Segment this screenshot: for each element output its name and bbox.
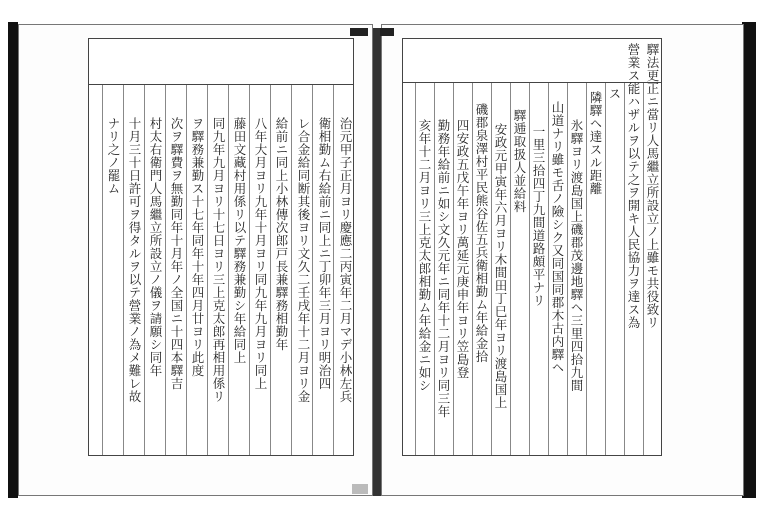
column-rule (453, 83, 454, 455)
column-rule (529, 83, 530, 455)
right-column-11: 四安政五戊午年ヨリ萬延元庚申年ヨリ笠島登 (455, 119, 470, 379)
column-rule (567, 83, 568, 455)
left-column-11: 十月三十日許可ヲ得タルヲ以テ營業ノ為メ難レ故 (127, 117, 142, 403)
column-rule (333, 85, 334, 455)
left-page-tab-bottom (352, 484, 368, 494)
left-column-5: 八年大月ヨリ九年十月ヨリ同九年九月ヨリ同上 (253, 117, 268, 390)
right-column-8: 驛逓取扱人並給料 (512, 109, 527, 213)
column-rule (312, 85, 313, 455)
left-column-2: 衛相勤ム右給前ニ同上ニ丁卯年三月ヨリ明治四 (317, 117, 332, 390)
column-rule (291, 85, 292, 455)
column-rule (249, 85, 250, 455)
right-sheet-top-band (402, 38, 662, 83)
column-rule (491, 83, 492, 455)
right-column-9: 安政元甲寅年六月ヨリ木間田丁巳年ヨリ渡島国上 (493, 123, 508, 409)
left-column-8: ヲ驛務兼勤ス十七年同年十年四月廿ヨリ此度 (190, 117, 205, 377)
right-column-2: 營業ス能ハザルヲ以テ之ヲ開キ人民協力ヲ達ス為 (626, 43, 641, 329)
column-rule (510, 83, 511, 455)
left-column-7: 同九年九月ヨリ十七日ヨリ三上克太郎再相用係リ (211, 117, 226, 403)
left-column-3: レ合金給同断其後ヨリ文久二壬戌年十二月ヨリ金 (296, 117, 311, 403)
left-book-edge (8, 22, 18, 498)
left-column-12: ナリ之ノ罷ム (106, 117, 121, 195)
left-column-4: 給前ニ同上小林傳次郎戸長兼驛務相勤年 (274, 117, 289, 351)
column-rule (415, 83, 416, 455)
column-rule (228, 85, 229, 455)
column-rule (270, 85, 271, 455)
column-rule (207, 85, 208, 455)
right-column-6: 山道ナリ雖モ舌ノ險シク又同国同郡木古内驛ヘ (550, 101, 565, 374)
right-book-edge (742, 22, 756, 498)
column-rule (643, 83, 644, 455)
right-column-1: 驛法更正ニ當リ人馬繼立所設立ノ上雖モ共役致リ (645, 43, 660, 329)
column-rule (434, 83, 435, 455)
left-column-10: 村太右衛門人馬繼立所設立ノ儀ヲ請願シ同年 (148, 117, 163, 377)
column-rule (548, 83, 549, 455)
left-page-tab-top (350, 28, 368, 36)
right-column-4: 隣驛ヘ達スル距離 (588, 91, 603, 195)
right-column-7: 一里三拾四丁九間道路頗平ナリ (531, 125, 546, 307)
left-sheet-frame (88, 84, 354, 456)
column-rule (123, 85, 124, 455)
column-rule (624, 83, 625, 455)
left-column-9: 次ヲ驛費ヲ無勤同年十月年ノ全国ニ十四本驛吉 (169, 117, 184, 390)
right-column-10: 磯郡泉澤村平民熊谷佐五兵衛相勤ム年給金拾 (474, 103, 489, 363)
left-sheet-top-band (88, 38, 354, 85)
right-sheet-frame (402, 43, 662, 456)
column-rule (605, 83, 606, 455)
right-page-tab-top (380, 28, 394, 36)
column-rule (586, 83, 587, 455)
right-column-5: 氷驛ヨリ渡島国上磯郡茂邊地驛ヘ三里四拾九間 (569, 119, 584, 392)
column-rule (472, 83, 473, 455)
right-column-3: ス (607, 87, 622, 100)
right-column-13: 亥年十二月ヨリ三上克太郎相勤ム年給金ニ如シ (417, 119, 432, 392)
column-rule (102, 85, 103, 455)
right-column-12: 勤務年給前ニ如シ文久元年ニ同年十二月ヨリ同三年 (436, 119, 451, 418)
column-rule (165, 85, 166, 455)
column-rule (186, 85, 187, 455)
left-column-1: 治元甲子正月ヨリ慶應二丙寅年二月マデ小林左兵 (338, 117, 353, 403)
left-column-6: 藤田文藏村用係リ以テ驛務兼勤シ年給同上 (232, 117, 247, 364)
column-rule (144, 85, 145, 455)
